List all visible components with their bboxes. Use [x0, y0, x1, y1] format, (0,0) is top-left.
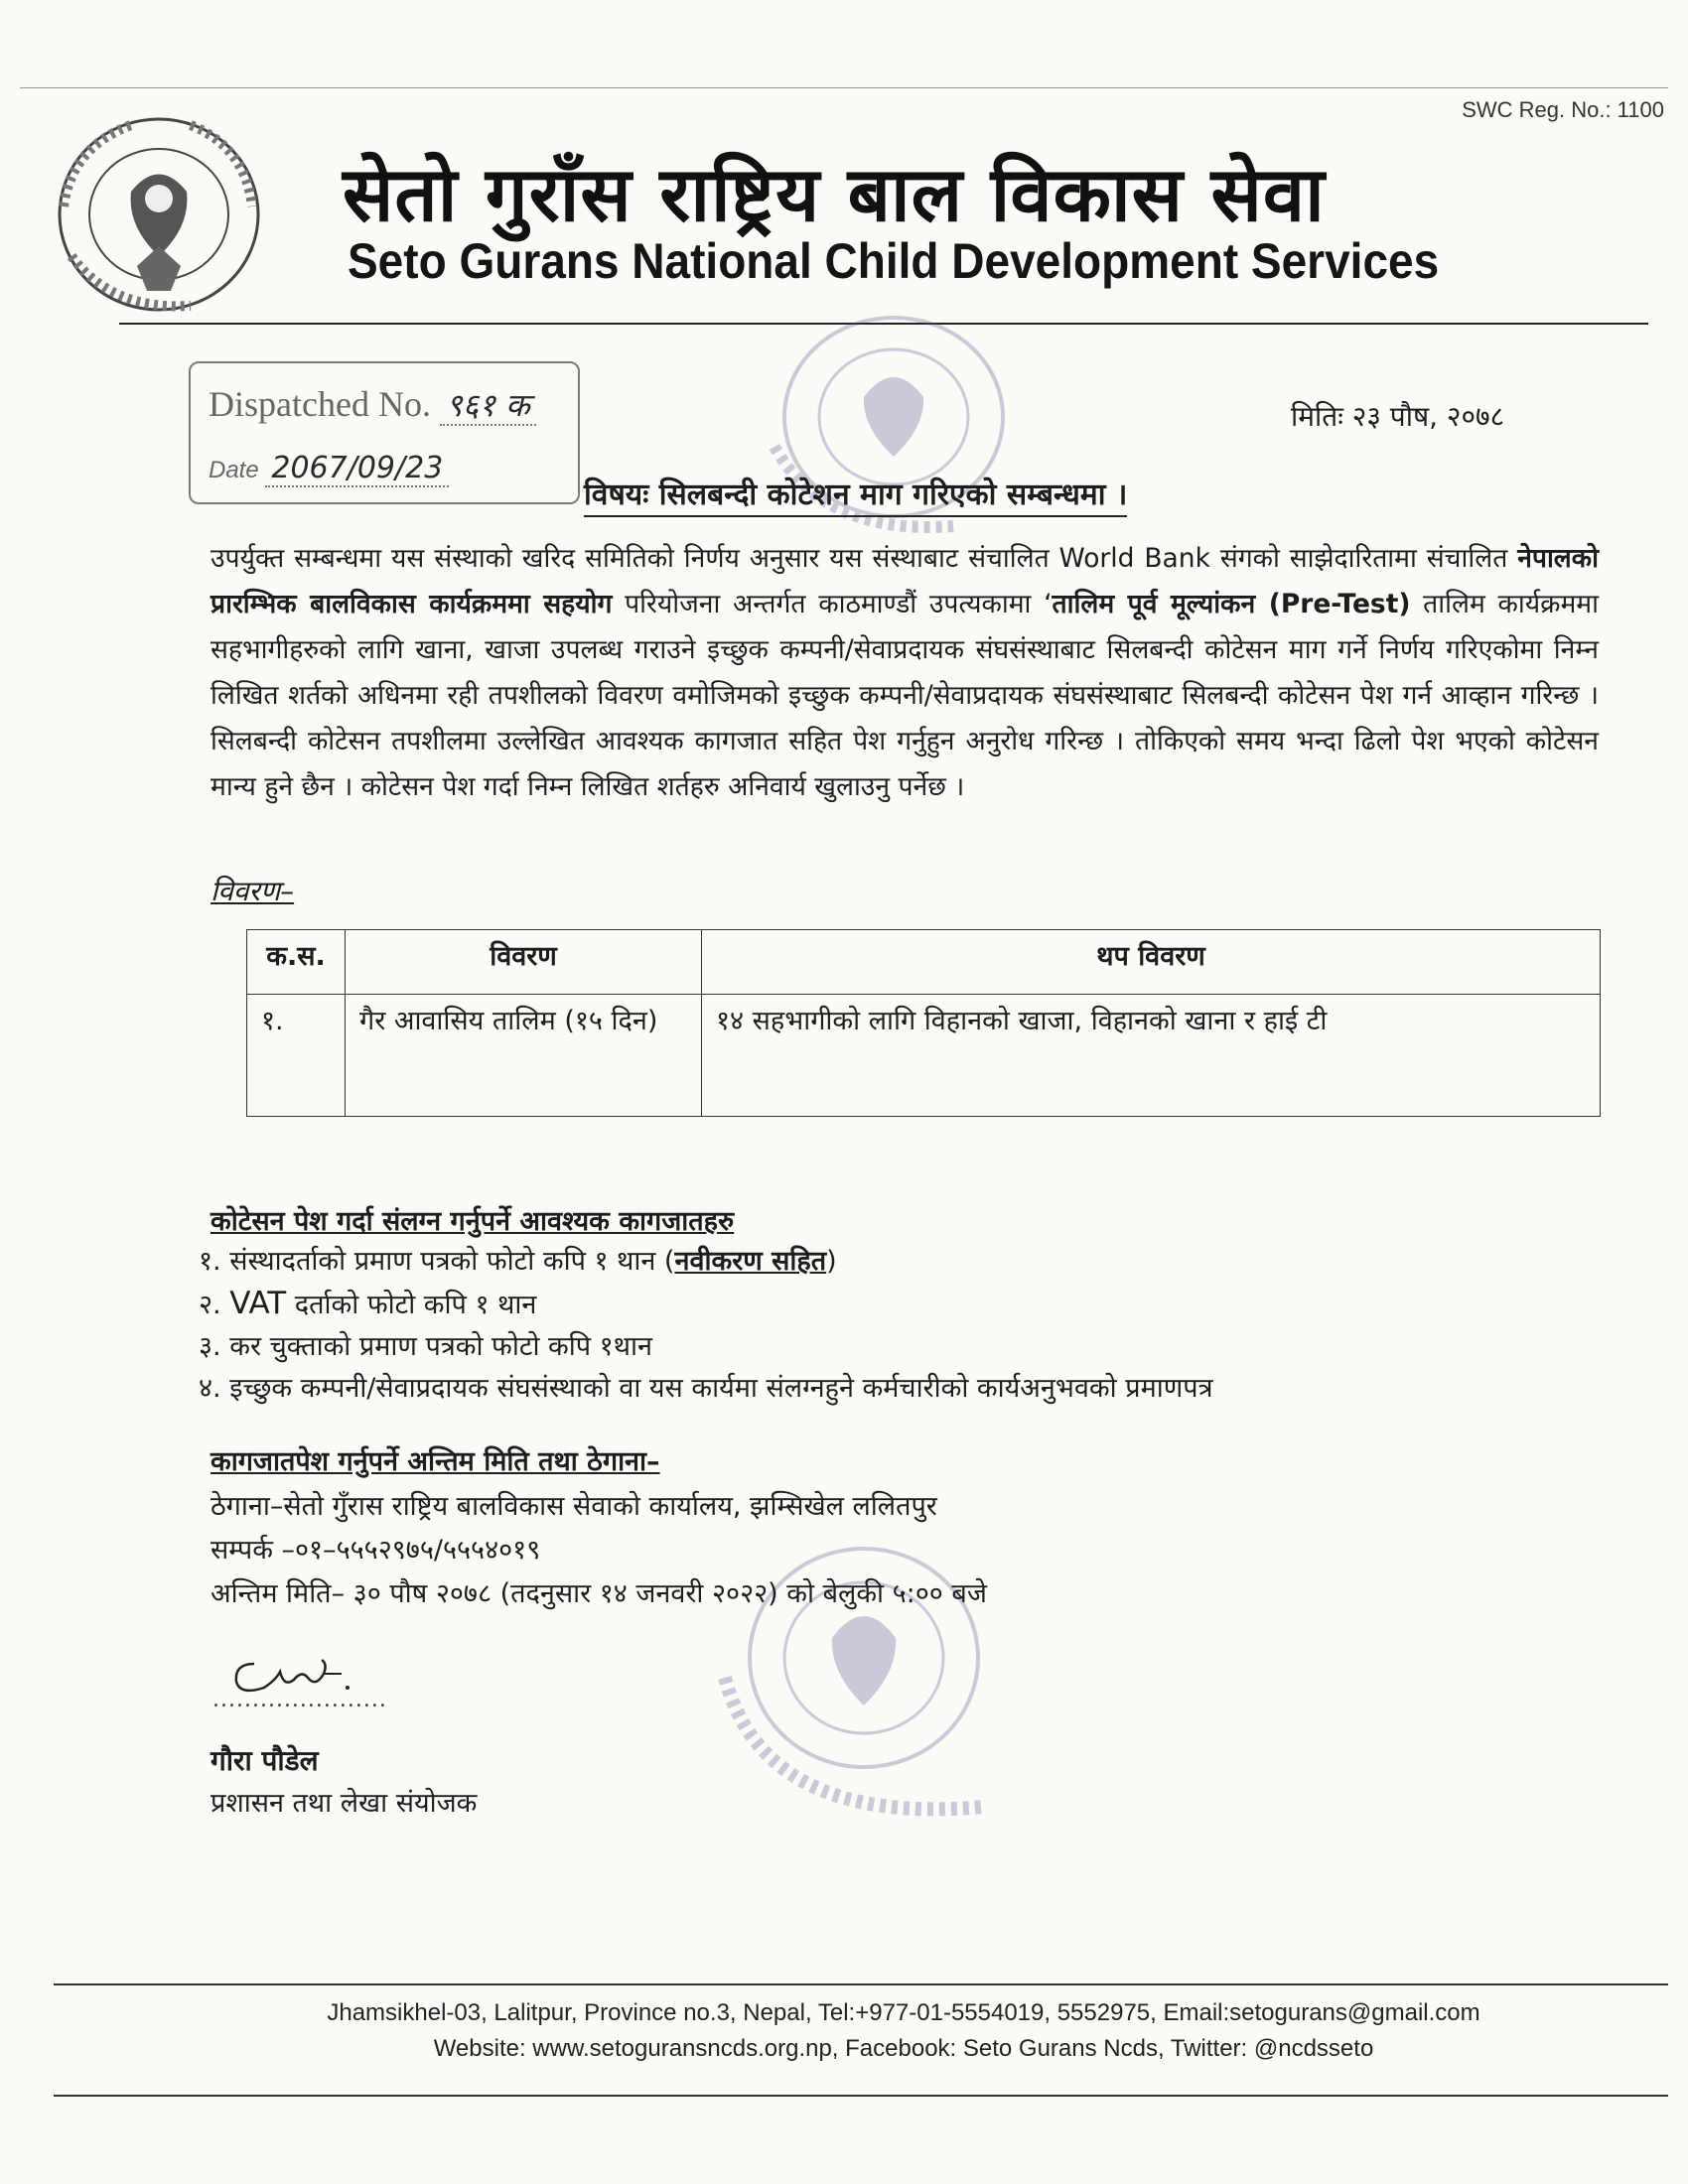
body-paragraph	[211, 536, 1599, 810]
document-item-3: ३. कर चुक्ताको प्रमाण पत्रको फोटो कपि १थान	[199, 1331, 652, 1362]
signer-name: गौरा पौडेल	[211, 1744, 319, 1777]
footer-bottom-rule	[54, 2095, 1668, 2097]
footer-top-rule	[54, 1983, 1668, 1985]
org-name-english: Seto Gurans National Child Development Services	[348, 233, 1440, 289]
letter-date: मितिः २३ पौष, २०७८	[1291, 400, 1505, 433]
faded-seal-stamp-icon	[715, 298, 1072, 556]
letter-subject: विषयः सिलबन्दी कोटेशन माग गरिएको सम्बन्धमा ।	[584, 473, 1127, 517]
list-item	[199, 1283, 1212, 1326]
office-address: ठेगाना–सेतो गुँरास राष्ट्रिय बालविकास सेवाको कार्यालय, झम्सिखेल ललितपुर	[211, 1491, 937, 1522]
dispatch-stamp	[189, 361, 580, 504]
dispatch-number-label: Dispatched No.	[209, 384, 431, 424]
table-row	[247, 995, 1601, 1117]
table-header-row	[247, 930, 1601, 995]
document-item-4: ४. इच्छुक कम्पनी/सेवाप्रदायक संघसंस्थाको वा यस कार्यमा संलग्नहुने कर्मचारीको कार्यअनुभवको प्रमाणपत्र	[199, 1373, 1213, 1404]
row-serial: १.	[247, 995, 346, 1117]
dispatch-number-line	[209, 383, 536, 426]
document-item-1: १. संस्थादर्ताको प्रमाण पत्रको फोटो कपि १ थान (	[199, 1246, 675, 1277]
body-text-1: उपर्युक्त सम्बन्धमा यस संस्थाको खरिद समितिको निर्णय अनुसार यस संस्थाबाट संचालित World Bank संगको साझेदारितामा संचालित	[211, 543, 1518, 574]
details-table	[246, 929, 1601, 1117]
row-description: गैर आवासिय तालिम (१५ दिन)	[346, 995, 702, 1117]
dispatch-number-value: ९६१ क	[440, 386, 536, 426]
document-item-2-number: २.	[199, 1290, 221, 1320]
column-header-additional: थप विवरण	[702, 930, 1601, 995]
column-header-serial: क.स.	[247, 930, 346, 995]
project-name: नेपालको प्रारम्भिक बालविकास कार्यक्रममा सहयोग	[211, 543, 1599, 619]
details-heading: विवरण–	[211, 875, 295, 907]
signature-line: ......................	[212, 1688, 387, 1712]
deadline: अन्तिम मिति– ३० पौष २०७८ (तदनुसार १४ जनवरी २०२२) को बेलुकी ५:०० बजे	[211, 1578, 987, 1609]
dispatch-date-value: 2067/09/23	[265, 451, 449, 487]
body-text-3: तालिम कार्यक्रममा सहभागीहरुको लागि खाना, खाजा उपलब्ध गराउने इच्छुक कम्पनी/सेवाप्रदायक संघसंस्थाबाट सिलबन्दी कोटेसन माग गर्ने निर्णय गरिएकोमा निम्न लिखित शर्तको अधिनमा रही तपशीलको विवरण वमोजिमको इच्छुक कम्पनी/सेवाप्रदायक संघसंस्थाबाट सिलबन्दी कोटेसन पेश गर्न आव्हान गरिन्छ । सिलबन्दी कोटेसन तपशीलमा उल्लेखित आवश्यक कागजात सहित पेश गर्नुहुन अनुरोध गरिन्छ । तोकिएको समय भन्दा ढिलो पेश भएको कोटेसन मान्य हुने छैन । कोटेसन पेश गर्दा निम्न लिखित शर्तहरु अनिवार्य खुलाउनु पर्नेछ ।	[211, 589, 1600, 802]
body-text-2: परियोजना अन्तर्गत काठमाण्डौं उपत्यकामा ‘	[612, 589, 1053, 619]
document-item-1-end: )	[826, 1246, 837, 1277]
footer-address: Jhamsikhel-03, Lalitpur, Province no.3, Nepal, Tel:+977-01-5554019, 5552975, Email:setogurans@gmail.com	[327, 1999, 1480, 2026]
row-additional-details: १४ सहभागीको लागि विहानको खाजा, विहानको खाना र हाई टी	[702, 995, 1601, 1117]
top-scan-line	[20, 87, 1668, 88]
renewal-note: नवीकरण सहित	[674, 1246, 827, 1277]
documents-list	[199, 1241, 1212, 1410]
deadline-address-block	[211, 1485, 987, 1616]
footer-links: Website: www.setoguransncds.org.np, Facebook: Seto Gurans Ncds, Twitter: @ncdsseto	[433, 2035, 1374, 2062]
training-name: तालिम पूर्व मूल्यांकन (Pre-Test)	[1052, 589, 1411, 619]
deadline-address-heading: कागजातपेश गर्नुपर्ने अन्तिम मिति तथा ठेगाना–	[211, 1446, 660, 1477]
registration-number: SWC Reg. No.: 1100	[1462, 97, 1664, 122]
vat-label: VAT	[229, 1286, 287, 1321]
dispatch-date-label: Date	[209, 457, 259, 483]
documents-heading: कोटेसन पेश गर्दा संलग्न गर्नुपर्ने आवश्यक कागजातहरु	[211, 1206, 735, 1237]
signer-title: प्रशासन तथा लेखा संयोजक	[211, 1788, 478, 1819]
organization-seal-icon	[42, 107, 290, 326]
column-header-description: विवरण	[346, 930, 702, 995]
org-name-nepali: सेतो गुराँस राष्ट्रिय बाल विकास सेवा	[343, 150, 1326, 238]
list-item	[199, 1241, 1212, 1283]
list-item	[199, 1368, 1212, 1410]
list-item	[199, 1326, 1212, 1368]
dispatch-date-line	[209, 451, 449, 485]
contact-number: सम्पर्क –०१–५५५२९७५/५५५४०१९	[211, 1535, 541, 1566]
document-item-2: दर्ताको फोटो कपि १ थान	[294, 1290, 537, 1320]
